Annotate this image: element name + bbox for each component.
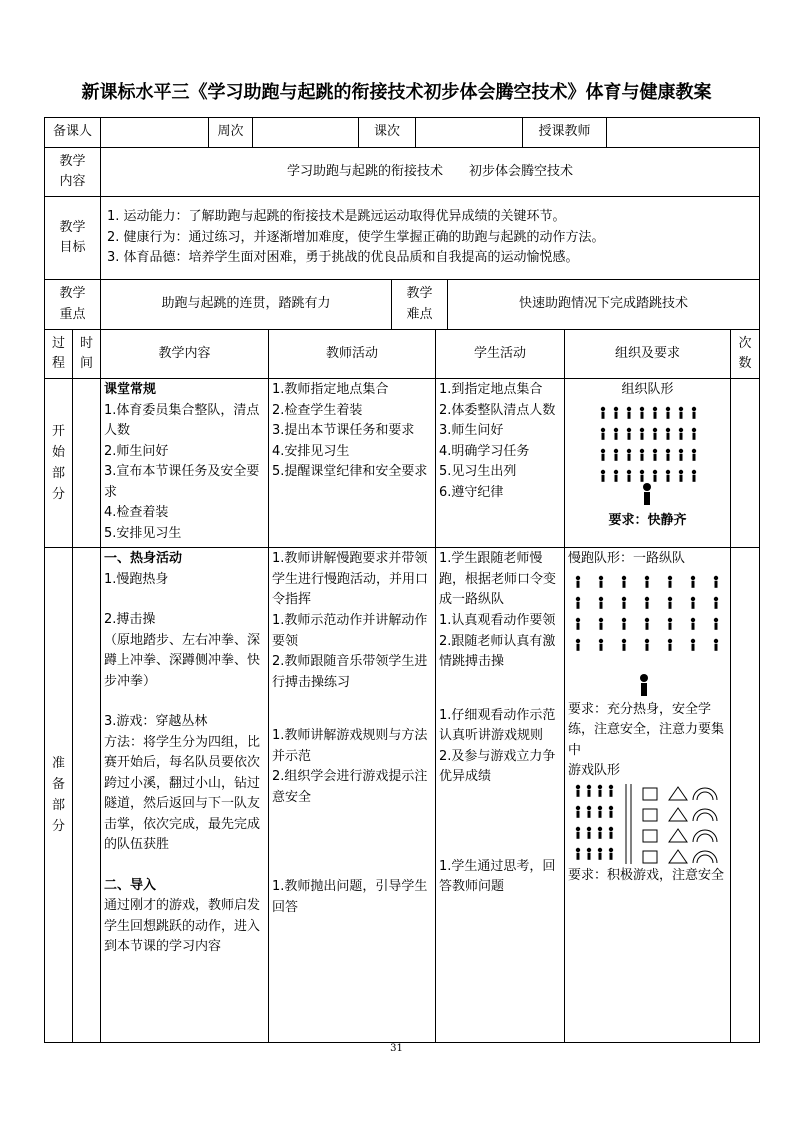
student-line: 1.到指定地点集合 (439, 382, 543, 397)
student-figure-icon (692, 469, 696, 481)
hill-obstacle-icon (669, 829, 687, 842)
teacher-line: 1.教师指定地点集合 (272, 382, 389, 397)
game-formation-diagram (568, 782, 726, 866)
student-figure-icon (714, 617, 718, 629)
student-figure-icon (614, 469, 618, 481)
difficulty-label (392, 280, 448, 330)
student-figure-icon (691, 638, 695, 650)
phase-prep (45, 548, 73, 1043)
lesson-label: 课次 (359, 118, 416, 148)
student-figure-icon (587, 805, 591, 817)
student-figure-icon (714, 596, 718, 608)
header-table (44, 117, 760, 280)
start-student (436, 379, 565, 548)
lesson-value (416, 118, 523, 148)
goals-list (101, 197, 760, 280)
stream-obstacle-icon (693, 851, 717, 863)
goal-item: 3. 体育品德：培养学生面对困难，勇于挑战的优良品质和自我提高的运动愉悦感。 (107, 250, 579, 266)
student-figure-icon (609, 784, 613, 796)
tunnel-obstacle-icon (643, 830, 657, 842)
content-value: 学习助跑与起跳的衔接技术 初步体会腾空技术 (101, 148, 760, 197)
goal-item: 1. 运动能力：了解助跑与起跳的衔接技术是跳远运动取得优异成绩的关键环节。 (107, 209, 566, 225)
jog-formation-title: 慢跑队形：一路纵队 (568, 551, 686, 566)
start-organization (565, 379, 731, 548)
student-step: 1.认真观看动作要领 (439, 613, 556, 628)
intro-heading: 二、导入 (104, 877, 157, 893)
student-figure-icon (609, 805, 613, 817)
game-item: 3.游戏：穿越丛林 (104, 714, 208, 729)
student-figure-icon (622, 575, 626, 587)
student-figure-icon (576, 575, 580, 587)
prep-organization (565, 548, 731, 1043)
document-title: 新课标水平三《学习助跑与起跳的衔接技术初步体会腾空技术》体育与健康教案 (81, 82, 712, 103)
student-figure-icon (598, 826, 602, 838)
student-figure-icon (692, 406, 696, 418)
stream-obstacle-icon (693, 830, 717, 842)
student-figure-icon (668, 638, 672, 650)
student-figure-icon (653, 469, 657, 481)
student-figure-icon (601, 406, 605, 418)
phase-prep-text: 准备部分 (51, 755, 65, 834)
student-figure-icon (614, 427, 618, 439)
col-organization: 组织及要求 (565, 330, 731, 379)
goal-item: 2. 健康行为：通过练习，并逐渐增加难度，使学生掌握正确的助跑与起跳的动作方法。 (107, 229, 605, 245)
student-line: 3.师生问好 (439, 423, 504, 438)
content-line: 5.安排见习生 (104, 525, 182, 541)
student-figure-icon (599, 575, 603, 587)
student-figure-icon (679, 469, 683, 481)
tunnel-obstacle-icon (643, 788, 657, 800)
student-figure-icon (666, 448, 670, 460)
content-line: 3.宣布本节课任务及安全要求 (104, 464, 260, 500)
teacher-value (607, 118, 760, 148)
warmup-detail: （原地踏步、左右冲拳、深蹲上冲拳、深蹲侧冲拳、快步冲拳） (104, 632, 261, 689)
preparer-value (101, 118, 209, 148)
start-requirement: 要求：快静齐 (608, 512, 687, 528)
teacher-figure-icon (640, 674, 648, 696)
teacher-label: 授课教师 (523, 118, 607, 148)
stream-obstacle-icon (693, 788, 717, 800)
student-figure-icon (666, 406, 670, 418)
week-value (253, 118, 359, 148)
teacher-step: 1.教师示范动作并讲解动作要领 (272, 613, 428, 649)
student-figure-icon (576, 638, 580, 650)
student-figure-icon (679, 427, 683, 439)
teacher-line: 3.提出本节课任务和要求 (272, 423, 415, 438)
student-figure-icon (609, 847, 613, 859)
student-figure-icon (645, 617, 649, 629)
goals-label-text: 教学目标 (59, 219, 86, 255)
student-figure-icon (714, 575, 718, 587)
prep-student (436, 548, 565, 1043)
start-teacher (269, 379, 436, 548)
student-figure-icon (576, 805, 580, 817)
student-figure-icon (576, 847, 580, 859)
week-label: 周次 (209, 118, 253, 148)
student-figure-icon (622, 638, 626, 650)
difficulty-label-text: 教学难点 (406, 286, 433, 322)
student-figure-icon (627, 448, 631, 460)
col-process (45, 330, 73, 379)
content-line: 4.检查着装 (104, 505, 169, 520)
student-figure-icon (598, 784, 602, 796)
student-figure-icon (645, 596, 649, 608)
teacher-line: 5.提醒课堂纪律和安全要求 (272, 464, 428, 479)
col-count (731, 330, 760, 379)
student-figure-icon (601, 469, 605, 481)
col-time-text: 时间 (79, 335, 93, 371)
intro-text: 通过刚才的游戏，教师启发学生回想跳跃的动作，进入到本节课的学习内容 (104, 898, 261, 954)
student-figure-icon (601, 427, 605, 439)
col-content: 教学内容 (101, 330, 269, 379)
teacher-step: 2.组织学会进行游戏提示注意安全 (272, 769, 428, 805)
teacher-step: 1.教师抛出问题，引导学生回答 (272, 879, 428, 915)
student-figure-icon (640, 448, 644, 460)
student-figure-icon (653, 448, 657, 460)
student-figure-icon (692, 427, 696, 439)
student-figure-icon (668, 575, 672, 587)
student-figure-icon (691, 596, 695, 608)
phase-start (45, 379, 73, 548)
student-figure-icon (627, 427, 631, 439)
student-figure-icon (714, 638, 718, 650)
difficulty-value: 快速助跑情况下完成踏跳技术 (448, 280, 760, 330)
student-figure-icon (645, 638, 649, 650)
student-figure-icon (599, 596, 603, 608)
content-line: 1.体育委员集合整队，清点人数 (104, 402, 260, 438)
student-figure-icon (668, 596, 672, 608)
stream-obstacle-icon (693, 809, 717, 821)
student-figure-icon (601, 448, 605, 460)
student-line: 6.遵守纪律 (439, 484, 504, 500)
game-formation-title: 游戏队形 (568, 763, 621, 778)
student-figure-icon (691, 575, 695, 587)
team-rows (576, 784, 613, 859)
formation-diagram (568, 401, 726, 511)
warmup-item: 2.搏击操 (104, 612, 156, 627)
student-step: 2.跟随老师认真有激情跳搏击操 (439, 633, 556, 669)
student-figure-icon (599, 638, 603, 650)
warmup-heading: 一、热身活动 (104, 551, 183, 566)
teacher-figure-icon (643, 483, 651, 505)
student-line: 5.见习生出列 (439, 464, 517, 479)
hill-obstacle-icon (669, 808, 687, 821)
student-step: 1.学生通过思考，回答教师问题 (439, 858, 556, 894)
student-figure-icon (614, 448, 618, 460)
student-figure-icon (627, 469, 631, 481)
student-figure-icon (653, 406, 657, 418)
student-step: 1.仔细观看动作示范认真听讲游戏规则 (439, 707, 556, 743)
col-time (73, 330, 101, 379)
col-count-text: 次数 (738, 335, 752, 371)
prep-count (731, 548, 760, 1043)
game-method: 方法：将学生分为四组，比赛开始后，每名队员要依次跨过小溪，翻过小山，钻过隧道，然后返回与下一队友击掌，依次完成，最先完成的队伍获胜 (104, 734, 261, 852)
warmup-requirement: 要求：充分热身，安全学练，注意安全，注意力要集中 (568, 701, 725, 758)
student-figure-icon (691, 617, 695, 629)
prep-teacher (269, 548, 436, 1043)
jog-formation-diagram (568, 570, 726, 700)
content-line: 2.师生问好 (104, 443, 169, 459)
student-step: 2.及参与游戏立力争优异成绩 (439, 748, 556, 784)
teacher-step: 2.教师跟随音乐带领学生进行搏击操练习 (272, 654, 428, 690)
student-figure-icon (576, 596, 580, 608)
tunnel-obstacle-icon (643, 809, 657, 821)
page-number: 31 (390, 1043, 403, 1054)
start-count (731, 379, 760, 548)
teacher-step: 1.教师讲解游戏规则与方法并示范 (272, 728, 428, 764)
preparer-label: 备课人 (45, 118, 101, 148)
student-figure-icon (587, 784, 591, 796)
student-figure-icon (640, 427, 644, 439)
key-point-label (45, 280, 101, 330)
student-step: 1.学生跟随老师慢跑，根据老师口令变成一路纵队 (439, 551, 557, 607)
student-figure-icon (598, 847, 602, 859)
student-figure-icon (653, 427, 657, 439)
key-point-label-text: 教学重点 (59, 286, 86, 322)
student-figure-icon (640, 469, 644, 481)
start-time (73, 379, 101, 548)
game-requirement: 要求：积极游戏，注意安全 (568, 867, 725, 883)
teacher-line: 4.安排见习生 (272, 443, 350, 459)
student-figure-icon (645, 575, 649, 587)
student-line: 4.明确学习任务 (439, 443, 530, 459)
phase-start-text: 开始部分 (51, 423, 65, 502)
student-figure-icon (622, 617, 626, 629)
student-figure-icon (599, 617, 603, 629)
routine-heading: 课堂常规 (104, 382, 157, 397)
lesson-table (44, 329, 760, 1043)
col-teacher: 教师活动 (269, 330, 436, 379)
column-rows (576, 575, 718, 650)
formation-title: 组织队形 (621, 382, 674, 397)
prep-content (101, 548, 269, 1043)
student-figure-icon (640, 406, 644, 418)
teacher-step: 1.教师讲解慢跑要求并带领学生进行慢跑活动，并用口令指挥 (272, 551, 429, 607)
tunnel-obstacle-icon (643, 851, 657, 863)
student-figure-icon (668, 617, 672, 629)
hill-obstacle-icon (669, 850, 687, 863)
col-process-text: 过程 (51, 335, 65, 371)
student-line: 2.体委整队清点人数 (439, 402, 556, 418)
student-figure-icon (598, 805, 602, 817)
student-figure-icon (576, 617, 580, 629)
start-content (101, 379, 269, 548)
student-rows (601, 406, 696, 481)
goals-label (45, 197, 101, 280)
student-figure-icon (679, 448, 683, 460)
warmup-item: 1.慢跑热身 (104, 571, 169, 587)
student-figure-icon (576, 784, 580, 796)
student-figure-icon (692, 448, 696, 460)
content-label-text: 教学内容 (59, 153, 86, 189)
teacher-line: 2.检查学生着装 (272, 402, 363, 418)
focus-table (44, 279, 760, 330)
content-label (45, 148, 101, 197)
student-figure-icon (627, 406, 631, 418)
student-figure-icon (587, 847, 591, 859)
col-student: 学生活动 (436, 330, 565, 379)
student-figure-icon (576, 826, 580, 838)
hill-obstacle-icon (669, 787, 687, 800)
obstacles (643, 787, 717, 863)
student-figure-icon (587, 826, 591, 838)
student-figure-icon (666, 427, 670, 439)
student-figure-icon (614, 406, 618, 418)
key-point-value: 助跑与起跳的连贯，踏跳有力 (101, 280, 392, 330)
student-figure-icon (609, 826, 613, 838)
student-figure-icon (679, 406, 683, 418)
student-figure-icon (622, 596, 626, 608)
prep-time (73, 548, 101, 1043)
student-figure-icon (666, 469, 670, 481)
